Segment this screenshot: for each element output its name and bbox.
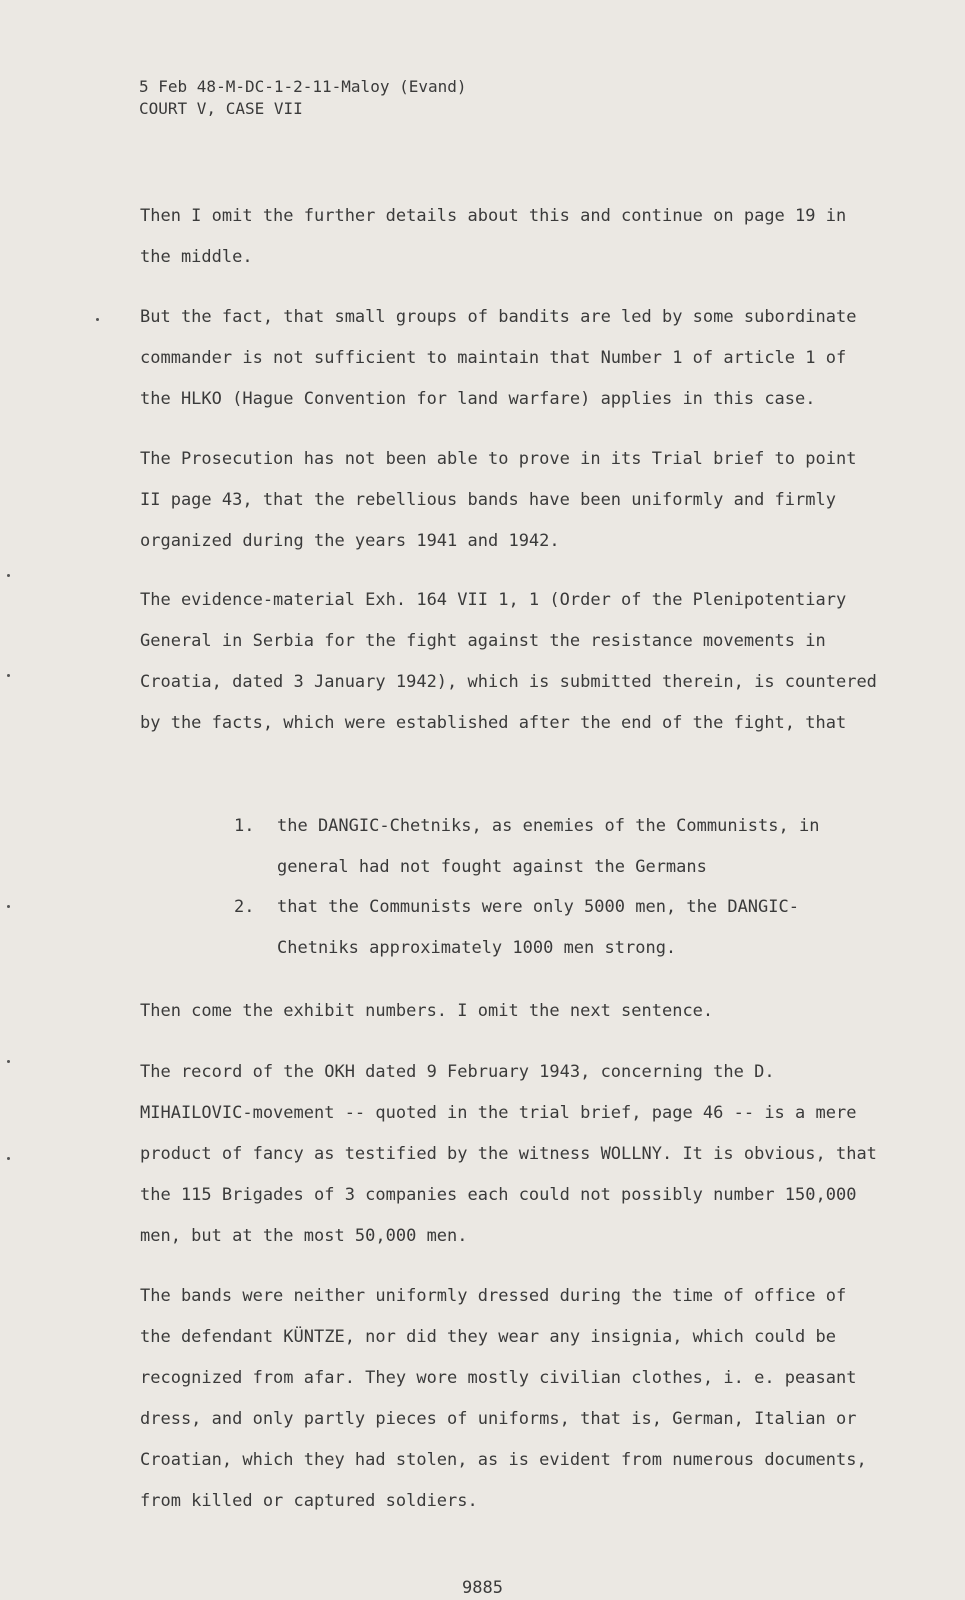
paragraph-exhibit-numbers: Then come the exhibit numbers. I omit the next sentence. [140,1001,714,1021]
margin-mark [7,674,10,677]
margin-mark [7,1060,10,1063]
margin-mark [96,318,99,321]
document-header [139,76,467,120]
paragraph-prosecution: The Prosecution has not been able to prove in its Trial brief to point II page 43, that the rebellious bands have been uniformly and firmly organized during the years 1941 and 1942. [140,449,857,551]
margin-mark [7,574,10,577]
paragraph-small-groups: But the fact, that small groups of bandits are led by some subordinate commander is not sufficient to maintain that Number 1 of article 1 of the HLKO (Hague Convention for land warfare) applies in this case. [140,307,857,409]
page-number: 9885 [462,1578,503,1598]
paragraph-bands-dress: The bands were neither uniformly dressed during the time of office of the defendant KÜNTZE, nor did they wear any insignia, which could be recognized from afar. They wore mostly civilian clothes, i. e. peasant dress, and only partly pieces of uniforms, that is, German, Italian or Croatian, which they had stolen, as is evident from numerous documents, from killed or captured soldiers. [140,1286,867,1511]
list-item [234,806,834,888]
header-court-case-line: COURT V, CASE VII [139,99,303,118]
margin-mark [7,1157,10,1160]
paragraph-okh-record: The record of the OKH dated 9 February 1943, concerning the D. MIHAILOVIC-movement -- quoted in the trial brief, page 46 -- is a mere product of fancy as testified by the witness WOLLNY. It is obvious, that the 115 Brigades of 3 companies each could not possibly number 150,000 men, but at the most 50,000 men. [140,1062,877,1246]
list-item-text: that the Communists were only 5000 men, the DANGIC-Chetniks approximately 1000 men strong. [277,897,799,958]
margin-mark [7,905,10,908]
list-item [234,887,834,969]
paragraph-omit-details: Then I omit the further details about this and continue on page 19 in the middle. [140,206,847,267]
paragraph-evidence-material: The evidence-material Exh. 164 VII 1, 1 (Order of the Plenipotentiary General in Serbia for the fight against the resistance movements in Croatia, dated 3 January 1942), which is submitted therein, is countered by the facts, which were established after the end of the fight, that [140,590,877,733]
list-item-number: 2. [234,897,255,917]
header-reference-line: 5 Feb 48-M-DC-1-2-11-Maloy (Evand) [139,77,467,96]
list-item-text: the DANGIC-Chetniks, as enemies of the Communists, in general had not fought against the Germans [277,816,820,877]
list-item-number: 1. [234,816,255,836]
